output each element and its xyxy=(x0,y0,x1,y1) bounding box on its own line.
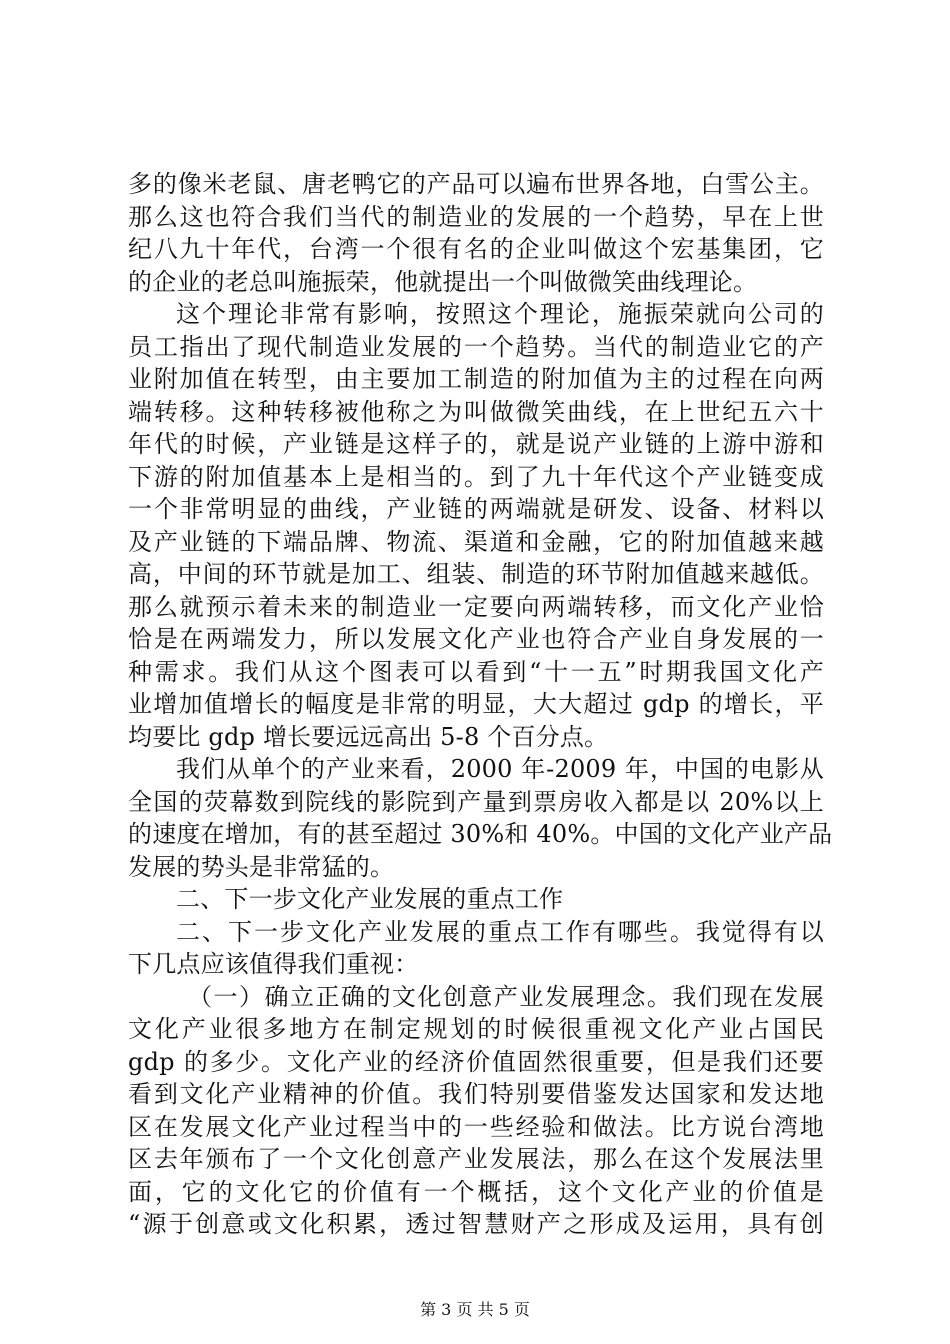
section-heading: 二、下一步文化产业发展的重点工作 xyxy=(176,885,564,913)
text-line: 员工指出了现代制造业发展的一个趋势。当代的制造业它的产 xyxy=(128,332,824,361)
text-line: 下几点应该值得我们重视： xyxy=(128,950,419,978)
text-line: 均要比 gdp 增长要远远高出 5-8 个百分点。 xyxy=(128,722,609,751)
paragraph-start-line: 这个理论非常有影响，按照这个理论，施振荣就向公司的 xyxy=(176,300,824,328)
paragraph-start-line: 二、下一步文化产业发展的重点工作有哪些。我觉得有以 xyxy=(176,917,824,946)
text-line: 及产业链的下端品牌、物流、渠道和金融，它的附加值越来越 xyxy=(128,527,824,556)
text-line: 发展的势头是非常猛的。 xyxy=(128,852,395,881)
text-line: 恰是在两端发力，所以发展文化产业也符合产业自身发展的一 xyxy=(128,625,824,653)
paragraph-start-line: 我们从单个的产业来看，2000 年-2009 年，中国的电影从 xyxy=(176,755,824,783)
text-line: 业增加值增长的幅度是非常的明显，大大超过 gdp 的增长，平 xyxy=(128,690,824,718)
text-line: 的速度在增加，有的甚至超过 30%和 40%。中国的文化产业产品 xyxy=(128,820,833,848)
text-line: 端转移。这种转移被他称之为叫做微笑曲线，在上世纪五六十 xyxy=(128,397,824,426)
text-line: 种需求。我们从这个图表可以看到“十一五”时期我国文化产 xyxy=(128,657,824,686)
text-line: 全国的荧幕数到院线的影院到产量到票房收入都是以 20%以上 xyxy=(128,787,824,816)
text-line: “源于创意或文化积累，透过智慧财产之形成及运用，具有创 xyxy=(128,1210,824,1238)
subsection-start-line: （一）确立正确的文化创意产业发展理念。我们现在发展 xyxy=(188,982,824,1011)
text-line: 纪八九十年代，台湾一个很有名的企业叫做这个宏基集团，它 xyxy=(128,235,824,263)
text-line: 文化产业很多地方在制定规划的时候很重视文化产业占国民 xyxy=(128,1015,824,1043)
text-line: 年代的时候，产业链是这样子的，就是说产业链的上游中游和 xyxy=(128,430,824,458)
text-line: 那么这也符合我们当代的制造业的发展的一个趋势，早在上世 xyxy=(128,202,824,231)
text-line: 面，它的文化它的价值有一个概括，这个文化产业的价值是 xyxy=(128,1177,824,1206)
text-line: 看到文化产业精神的价值。我们特别要借鉴发达国家和发达地 xyxy=(128,1080,824,1108)
text-line: 下游的附加值基本上是相当的。到了九十年代这个产业链变成 xyxy=(128,462,824,491)
text-line: 高，中间的环节就是加工、组装、制造的环节附加值越来越低。 xyxy=(128,560,824,588)
text-line: 的企业的老总叫施振荣，他就提出一个叫做微笑曲线理论。 xyxy=(128,267,758,296)
text-line: 一个非常明显的曲线，产业链的两端就是研发、设备、材料以 xyxy=(128,495,824,523)
text-line: 多的像米老鼠、唐老鸭它的产品可以遍布世界各地，白雪公主。 xyxy=(128,170,824,198)
text-line: 业附加值在转型，由主要加工制造的附加值为主的过程在向两 xyxy=(128,365,824,393)
text-line: gdp 的多少。文化产业的经济价值固然很重要，但是我们还要 xyxy=(128,1047,824,1076)
text-line: 那么就预示着未来的制造业一定要向两端转移，而文化产业恰 xyxy=(128,592,824,621)
page-number-footer: 第 3 页 共 5 页 xyxy=(420,1300,530,1319)
body-text xyxy=(128,168,833,1241)
text-line: 区在发展文化产业过程当中的一些经验和做法。比方说台湾地 xyxy=(128,1112,824,1141)
text-line: 区去年颁布了一个文化创意产业发展法，那么在这个发展法里 xyxy=(128,1145,824,1173)
